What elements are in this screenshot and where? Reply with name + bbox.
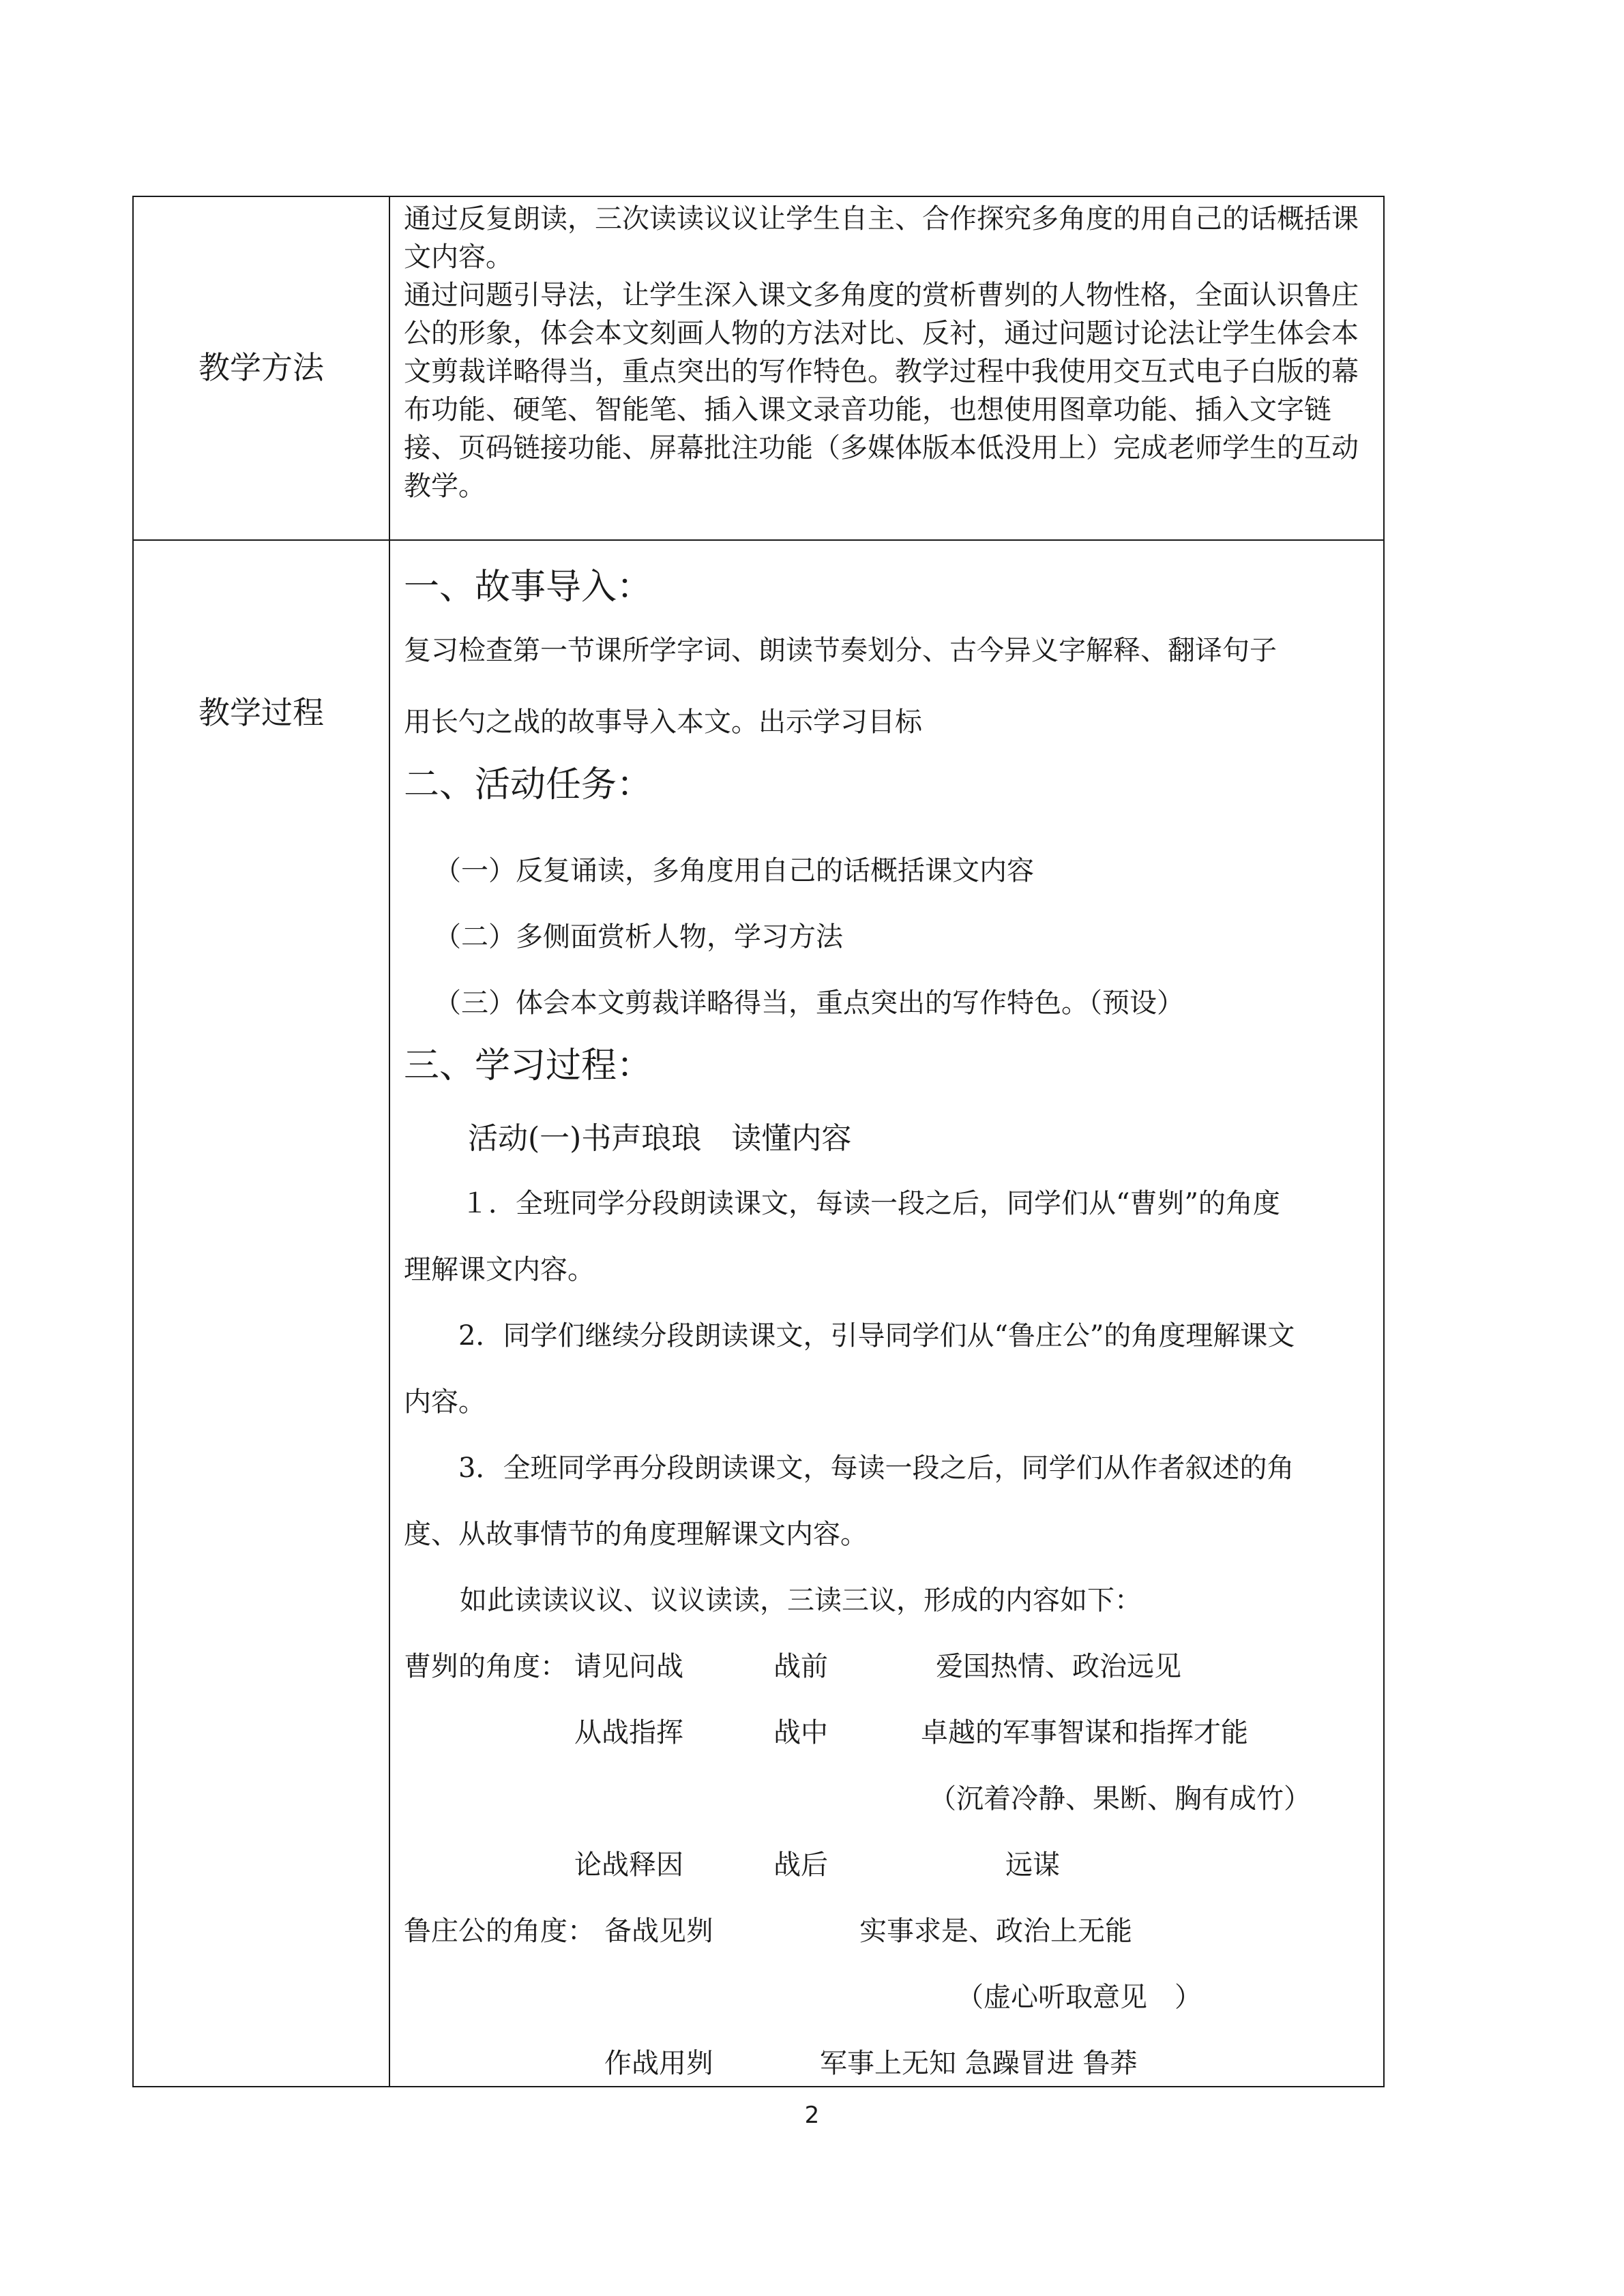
step-1-line-2: 理解课文内容。 [404,1254,595,1285]
cao-row-2-action: 从战指挥 [574,1717,683,1748]
cao-row-1-action: 请见问战 [574,1651,683,1682]
cao-row-2-note: （沉着冷静、果断、胸有成竹） [929,1783,1311,1815]
step-1-line-1: １．全班同学分段朗读课文，每读一段之后，同学们从“曹刿”的角度 [461,1188,1280,1219]
lu-zhuang-gong-perspective-label: 鲁庄公的角度： [404,1915,595,1947]
summary-intro: 如此读读议议、议议读读，三读三议，形成的内容如下： [460,1585,1142,1616]
lu-row-1-note: （虚心听取意见 ） [956,1982,1202,2013]
lu-row-1-action: 备战见刿 [604,1915,713,1947]
task-item-1: （一）反复诵读，多角度用自己的话概括课文内容 [434,855,1034,886]
teaching-process-label: 教学过程 [198,694,324,731]
intro-line-1: 复习检查第一节课所学字词、朗读节奏划分、古今异义字解释、翻译句子 [404,635,1277,666]
teaching-method-label: 教学方法 [198,349,324,386]
lu-row-2-trait: 军事上无知 急躁冒进 鲁莽 [820,2048,1138,2079]
cao-row-1-phase: 战前 [773,1651,828,1682]
step-3-line-2: 度、从故事情节的角度理解课文内容。 [404,1519,868,1550]
section-heading-learning-process: 三、学习过程： [404,1045,653,1086]
cao-row-2-phase: 战中 [773,1717,828,1748]
lu-row-2-action: 作战用刿 [604,2048,713,2079]
row-divider [134,539,1383,541]
step-2-line-1: 2．同学们继续分段朗读课文，引导同学们从“鲁庄公”的角度理解课文 [458,1320,1295,1352]
lu-row-1-trait: 实事求是、政治上无能 [859,1915,1132,1947]
lesson-plan-table [132,196,1385,2087]
cao-row-2-trait: 卓越的军事智谋和指挥才能 [921,1717,1248,1748]
teaching-method-content [404,200,1372,505]
task-item-2: （二）多侧面赏析人物，学习方法 [434,921,843,953]
step-2-line-2: 内容。 [404,1386,486,1418]
method-paragraph-2: 通过问题引导法，让学生深入课文多角度的赏析曹刿的人物性格，全面认识鲁庄公的形象，体会本文刻画人物的方法对比、反衬，通过问题讨论法让学生体会本文剪裁详略得当，重点突出的写作特色。教学过程中我使用交互式电子白版的幕布功能、硬笔、智能笔、插入课文录音功能，也想使用图章功能、插入文字链接、页码链接功能、屏幕批注功能（多媒体版本低没用上）完成老师学生的互动教学。 [404,280,1359,502]
method-paragraph-1: 通过反复朗读，三次读读议议让学生自主、合作探究多角度的用自己的话概括课文内容。 [404,203,1359,273]
cao-row-3-phase: 战后 [773,1849,828,1881]
cao-row-3-action: 论战释因 [574,1849,683,1881]
step-3-line-1: 3．全班同学再分段朗读课文，每读一段之后，同学们从作者叙述的角 [458,1452,1295,1484]
column-divider [389,197,390,2086]
section-heading-tasks: 二、活动任务： [404,764,653,805]
activity-title: 活动(一)书声琅琅 读懂内容 [468,1121,852,1156]
page-number: 2 [804,2102,820,2129]
task-item-3: （三）体会本文剪裁详略得当，重点突出的写作特色。（预设） [434,987,1184,1019]
cao-gui-perspective-label: 曹刿的角度： [404,1651,567,1682]
cao-row-1-trait: 爱国热情、政治远见 [936,1651,1181,1682]
intro-line-2: 用长勺之战的故事导入本文。出示学习目标 [404,706,922,738]
cao-row-3-trait: 远谋 [1005,1849,1060,1881]
section-heading-story-intro: 一、故事导入： [404,567,653,608]
